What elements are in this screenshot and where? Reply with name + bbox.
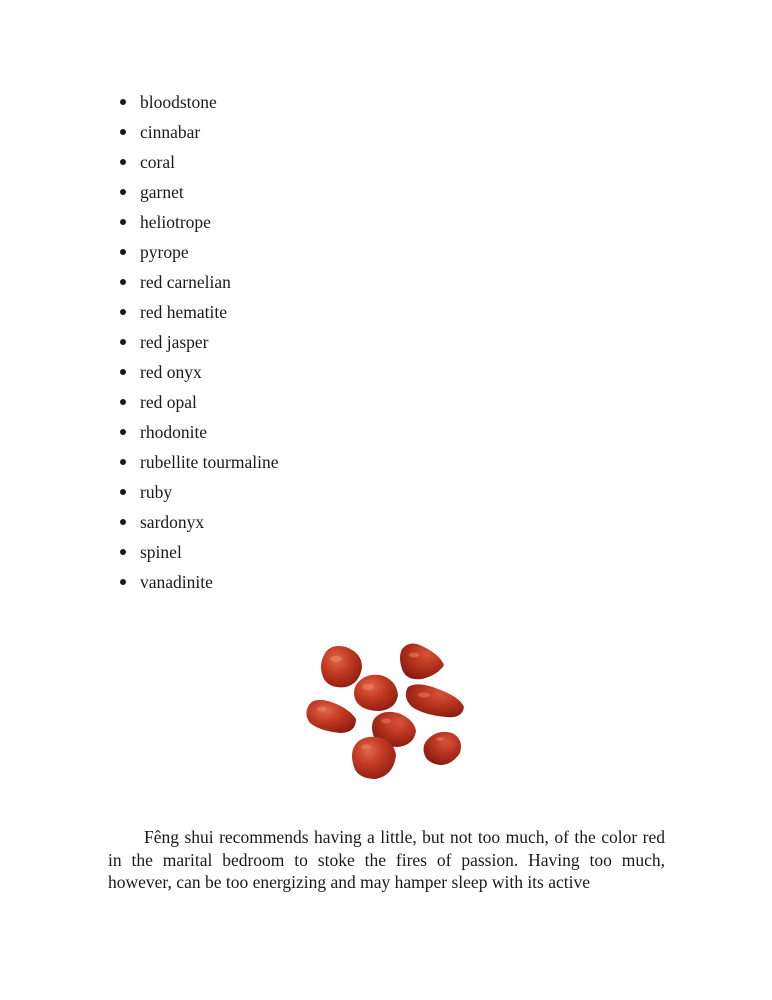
- stone-list: [0, 87, 279, 597]
- list-item: [0, 477, 279, 507]
- list-item: [0, 117, 279, 147]
- list-item-label: red carnelian: [140, 272, 231, 292]
- list-item-label: pyrope: [140, 242, 189, 262]
- bullet-icon: [120, 399, 126, 405]
- stone-1: [321, 646, 362, 687]
- list-item: [0, 147, 279, 177]
- list-item: [0, 327, 279, 357]
- stone-8: [424, 732, 462, 765]
- bullet-icon: [120, 549, 126, 555]
- bullet-icon: [120, 249, 126, 255]
- list-item-label: heliotrope: [140, 212, 211, 232]
- list-item-label: spinel: [140, 542, 182, 562]
- list-item: [0, 267, 279, 297]
- bullet-icon: [120, 99, 126, 105]
- list-item-label: garnet: [140, 182, 184, 202]
- list-item: [0, 447, 279, 477]
- bullet-icon: [120, 159, 126, 165]
- bullet-icon: [120, 579, 126, 585]
- list-item: [0, 507, 279, 537]
- stone-2: [400, 643, 444, 679]
- bullet-icon: [120, 489, 126, 495]
- list-item-label: red jasper: [140, 332, 209, 352]
- bullet-icon: [120, 219, 126, 225]
- list-item: [0, 237, 279, 267]
- list-item-label: red hematite: [140, 302, 227, 322]
- stone-7: [352, 737, 396, 779]
- red-stones-image: [300, 635, 475, 790]
- bullet-icon: [120, 339, 126, 345]
- list-item: [0, 177, 279, 207]
- bullet-icon: [120, 129, 126, 135]
- list-item-label: red onyx: [140, 362, 202, 382]
- list-item-label: coral: [140, 152, 175, 172]
- bullet-icon: [120, 309, 126, 315]
- body-paragraph: Fêng shui recommends having a little, but not too much, of the color red in the marital bedroom to stoke the fires of passion. Having too much, however, can be too energizing and may hamper sleep with its active: [108, 827, 665, 892]
- list-item-label: sardonyx: [140, 512, 205, 532]
- list-item: [0, 567, 279, 597]
- list-item: [0, 417, 279, 447]
- list-item-label: bloodstone: [140, 92, 217, 112]
- bullet-icon: [120, 519, 126, 525]
- list-item: [0, 537, 279, 567]
- bullet-icon: [120, 369, 126, 375]
- list-item-label: ruby: [140, 482, 173, 502]
- list-item-label: cinnabar: [140, 122, 201, 142]
- list-item-label: red opal: [140, 392, 197, 412]
- bullet-icon: [120, 189, 126, 195]
- bullet-icon: [120, 459, 126, 465]
- list-item: [0, 297, 279, 327]
- list-item: [0, 357, 279, 387]
- list-item-label: vanadinite: [140, 572, 213, 592]
- list-item-label: rhodonite: [140, 422, 208, 442]
- list-item: [0, 207, 279, 237]
- stone-3: [354, 675, 398, 711]
- bullet-icon: [120, 429, 126, 435]
- list-item-label: rubellite tourmaline: [140, 452, 279, 472]
- stone-4: [406, 684, 464, 717]
- list-item: [0, 87, 279, 117]
- bullet-icon: [120, 279, 126, 285]
- stone-5: [306, 700, 356, 733]
- list-item: [0, 387, 279, 417]
